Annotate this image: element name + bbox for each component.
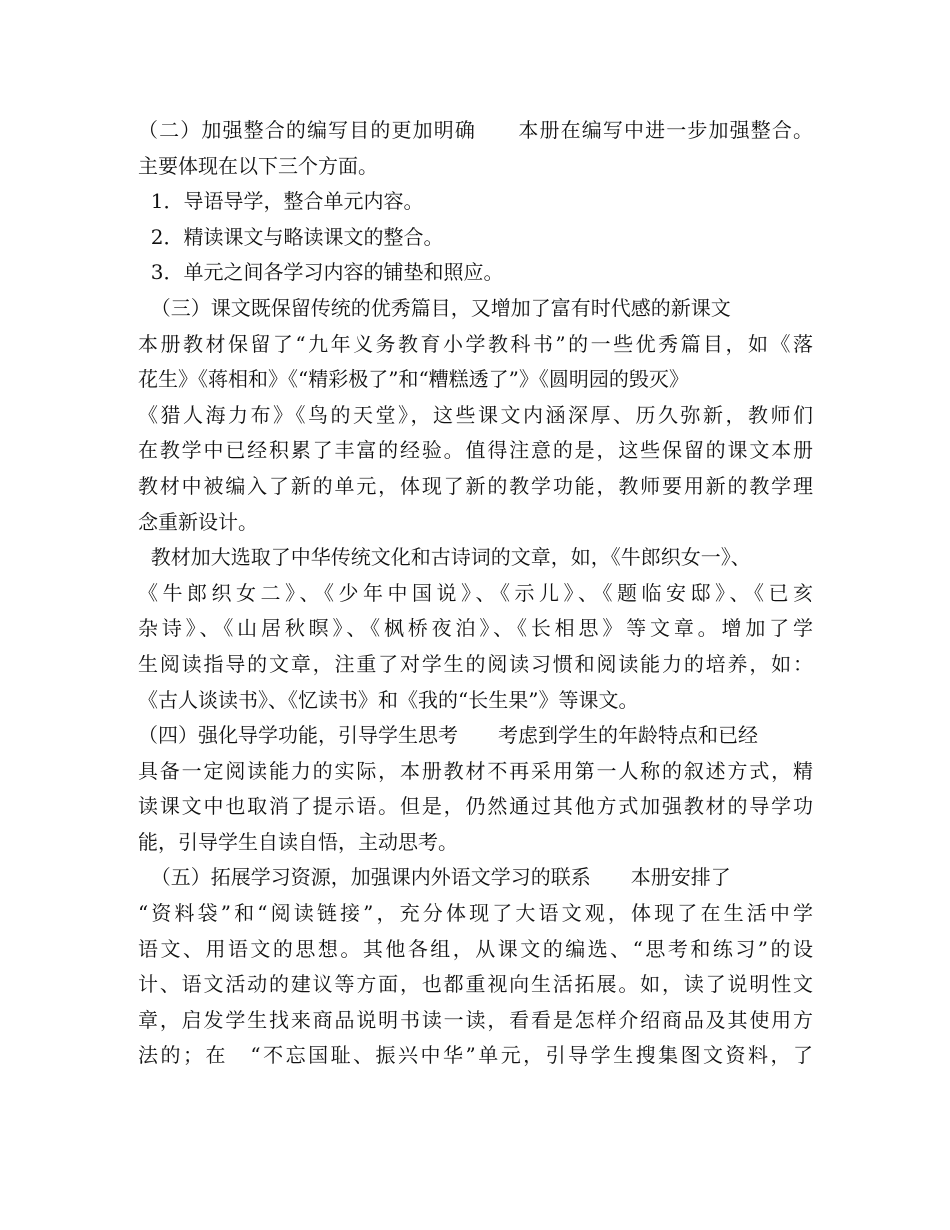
text-line: 教材中被编入了新的单元，体现了新的教学功能，教师要用新的教学理 <box>138 473 813 498</box>
text-line: 计、语文活动的建议等方面，也都重视向生活拓展。如，读了说明性文 <box>138 972 813 997</box>
text-line: 读课文中也取消了提示语。但是，仍然通过其他方式加强教材的导学功 <box>138 794 813 819</box>
text-line: 本册教材保留了“九年义务教育小学教科书”的一些优秀篇目，如《落 <box>138 331 813 356</box>
text-line: 具备一定阅读能力的实际，本册教材不再采用第一人称的叙述方式，精 <box>138 758 813 783</box>
text-line: 3．单元之间各学习内容的铺垫和照应。 <box>138 260 504 285</box>
text-line: 1．导语导学，整合单元内容。 <box>138 189 424 214</box>
text-line: 主要体现在以下三个方面。 <box>138 153 378 178</box>
text-line: 在教学中已经积累了丰富的经验。值得注意的是，这些保留的课文本册 <box>138 438 813 463</box>
text-line: 教材加大选取了中华传统文化和古诗词的文章，如，《牛郎织女一》、 <box>138 545 751 570</box>
text-line: 《古人谈读书》、《忆读书》和《我的“长生果”》等课文。 <box>138 687 639 712</box>
text-line: （四）强化导学功能，引导学生思考 考虑到学生的年龄特点和已经 <box>138 723 758 748</box>
text-line: 生阅读指导的文章，注重了对学生的阅读习惯和阅读能力的培养，如： <box>138 651 813 676</box>
text-line: （五）拓展学习资源，加强课内外语文学习的联系 本册安排了 <box>138 865 731 890</box>
text-line: 章，启发学生找来商品说明书读一读，看看是怎样介绍商品及其使用方 <box>138 1007 813 1032</box>
text-line: 念重新设计。 <box>138 509 258 534</box>
text-line: 《猎人海力布》《鸟的天堂》，这些课文内涵深厚、历久弥新，教师们 <box>138 402 813 427</box>
text-line: 杂诗》、《山居秋暝》、《枫桥夜泊》、《长相思》等文章。增加了学 <box>138 616 813 641</box>
text-line: 语文、用语文的思想。其他各组，从课文的编选、“思考和练习”的设 <box>138 936 813 961</box>
text-line: 能，引导学生自读自悟，主动思考。 <box>138 829 458 854</box>
text-line: （二）加强整合的编写目的更加明确 本册在编写中进一步加强整合。 <box>138 118 813 142</box>
document-body <box>138 113 813 1074</box>
text-line: 花生》《蒋相和》《“精彩极了”和“糟糕透了”》《圆明园的毁灭》 <box>138 367 689 392</box>
text-line: “资料袋”和“阅读链接”，充分体现了大语文观，体现了在生活中学 <box>138 901 813 926</box>
text-line: （三）课文既保留传统的优秀篇目，又增加了富有时代感的新课文 <box>138 295 731 320</box>
text-line: 法的；在 “不忘国耻、振兴中华”单元，引导学生搜集图文资料，了 <box>138 1043 813 1068</box>
text-line: 《牛郎织女二》、《少年中国说》、《示儿》、《题临安邸》、《已亥 <box>138 580 813 605</box>
text-line: 2．精读课文与略读课文的整合。 <box>138 224 444 249</box>
